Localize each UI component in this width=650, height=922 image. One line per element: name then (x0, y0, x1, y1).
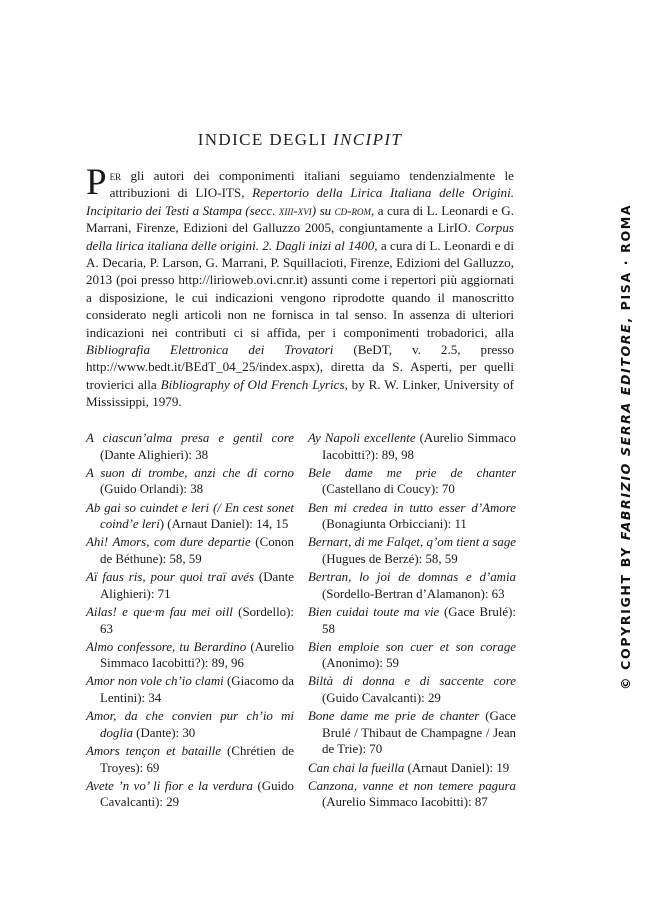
entry-incipit: Bertran, lo joi de domnas e d’amia (308, 570, 516, 585)
entry-reference: (Gace Brulé / Thibaut de Champagne / Jean de Trie): 70 (322, 709, 516, 757)
entry-incipit: Bien emploie son cuer et son corage (308, 639, 516, 654)
index-entry (86, 639, 294, 672)
page-title (86, 130, 514, 150)
entry-incipit: Amors tençon et bataille (86, 744, 221, 759)
entry-incipit: Amor, da che convien pur ch’io mi doglia (86, 709, 294, 740)
index-entry (308, 760, 516, 777)
entry-reference: (Sordello-Bertran d’Alamanon): 63 (322, 586, 505, 601)
copyright-publisher: FABRIZIO SERRA EDITORE (618, 322, 633, 541)
entry-incipit: Ailas! e que·m fau mei oill (86, 604, 233, 619)
entry-incipit: Aï faus ris, pour quoi traï avés (86, 570, 255, 585)
entry-reference: (Dante Alighieri): 71 (100, 570, 294, 601)
index-column-right (308, 430, 516, 813)
entry-incipit: Bele dame me prie de chanter (308, 465, 516, 480)
intro-text: , a cura di L. Leonardi e di A. Decaria, P. Larson, G. Marrani, P. Squillacioti, Firenze, Edizioni del Galluzzo, 2013 (poi presso http://lirioweb.ovi.cnr.it) assunti come i repertori più aggiornati a disposizione, le cui indicazioni vengono riprodotte quando il manoscritto considerato negli articoli non ne fornisca in tal senso. In assenza di ulteriori indicazioni nei contributi ci si affida, per i componimenti trobadorici, alla (86, 237, 514, 340)
entry-incipit: Biltà di donna e di saccente core (308, 674, 516, 689)
index-entry (308, 465, 516, 498)
intro-small-caps: er (109, 168, 122, 183)
entry-reference: (Aurelio Simmaco Iacobitti?): 89, 96 (100, 639, 294, 671)
intro-text: (BeDT, v. 2.5, presso http://www.bedt.it/BEdT_04_25/index.aspx), diretta da S. Asperti, per quelli trovierici alla (86, 342, 514, 392)
index-entry (308, 430, 516, 463)
copyright-suffix: , PISA · ROMA (618, 203, 633, 323)
intro-italic: Repertorio della Lirica Italiana delle Origini. Incipitario dei Testi a Stampa (secc. (86, 185, 514, 218)
index-entry (86, 534, 294, 567)
index-entry (308, 500, 516, 533)
entry-reference: (Giacomo da Lentini): 34 (100, 674, 294, 706)
index-entry (86, 569, 294, 602)
index-entry (86, 778, 294, 811)
index-entry (308, 778, 516, 811)
index-entry (86, 430, 294, 463)
index-entry (86, 708, 294, 741)
intro-italic: Bibliografia Elettronica dei Trovatori (86, 342, 334, 358)
index-entry (308, 569, 516, 602)
intro-paragraph (86, 162, 514, 411)
intro-text: , a cura di L. Leonardi e G. Marrani, Firenze, Edizioni del Galluzzo 2005, congiuntamente a LirIO. (86, 202, 514, 236)
entry-reference: (Sordello): 63 (100, 604, 294, 636)
index-entry (308, 604, 516, 637)
intro-text: gli autori dei componimenti italiani seguiamo tendenzialmente le attribuzioni di LIO-ITS, (109, 168, 514, 201)
intro-italic: ) su (311, 202, 335, 218)
intro-italic-small-caps: xiii-xvi (278, 202, 312, 218)
entry-incipit: Can chai la fueilla (308, 760, 405, 775)
entry-reference: (Arnaut Daniel): 19 (404, 760, 510, 775)
entry-incipit: Bone dame me prie de chanter (308, 709, 480, 724)
entry-incipit: Avete ’n vo’ li fior e la verdura (86, 778, 253, 793)
index-entry (308, 708, 516, 758)
entry-reference: (Gace Brulé): 58 (322, 604, 516, 636)
entry-incipit: Amor non vole ch’io clami (86, 674, 224, 689)
entry-incipit: Bernart, di me Falqet, q’om tient a sage (308, 535, 516, 550)
entry-incipit: Ben mi credea in tutto esser d’Amore (308, 500, 516, 515)
drop-cap: P (86, 162, 107, 203)
entry-reference: (Aurelio Simmaco Iacobitti?): 89, 98 (322, 431, 516, 462)
index-entry (86, 604, 294, 637)
index-columns (86, 430, 516, 813)
entry-reference: (Bonagiunta Orbicciani): 11 (322, 517, 467, 532)
intro-italic: Bibliography of Old French Lyrics (160, 376, 345, 392)
entry-reference: (Aurelio Simmaco Iacobitti): 87 (322, 795, 488, 810)
entry-incipit: A suon di trombe, anzi che di corno (86, 465, 294, 480)
copyright-notice (618, 204, 633, 690)
entry-incipit: Bien cuidai toute ma vie (308, 604, 440, 619)
index-entry (86, 743, 294, 776)
entry-reference: (Dante): 30 (132, 725, 196, 740)
entry-incipit: Ay Napoli excellente (308, 431, 416, 445)
entry-reference: ) (Arnaut Daniel): 14, 15 (159, 517, 289, 532)
entry-reference: (Dante Alighieri): 38 (100, 447, 209, 462)
entry-reference: (Guido Cavalcanti): 29 (322, 691, 441, 706)
index-entry (86, 465, 294, 498)
entry-incipit: A ciascun’alma presa e gentil core (86, 431, 294, 445)
entry-reference: (Guido Cavalcanti): 29 (100, 778, 294, 810)
entry-reference: (Anonimo): 59 (322, 656, 399, 671)
index-entry (308, 673, 516, 706)
entry-reference: (Hugues de Berzé): 58, 59 (322, 551, 458, 566)
entry-reference: (Chrétien de Troyes): 69 (100, 744, 294, 775)
index-entry (86, 673, 294, 706)
index-column-left (86, 430, 294, 813)
intro-text: , by R. W. Linker, University of Mississippi, 1979. (86, 376, 514, 410)
title-prefix: INDICE DEGLI (197, 130, 333, 149)
entry-incipit: Almo confessore, tu Berardino (86, 639, 247, 654)
entry-reference: (Conon de Béthune): 58, 59 (100, 535, 294, 566)
intro-italic-small-caps: cd-rom (334, 202, 372, 218)
entry-reference: (Castellano di Coucy): 70 (322, 482, 455, 497)
entry-incipit: Ahi! Amors, com dure departie (86, 535, 251, 550)
title-italic: INCIPIT (332, 130, 403, 149)
copyright-prefix: © COPYRIGHT BY (618, 540, 633, 690)
index-entry (308, 534, 516, 567)
index-entry (86, 500, 294, 533)
entry-incipit: Ab gai so cuindet e leri (/ En cest sonet coind’e leri (86, 500, 294, 532)
entry-incipit: Canzona, vanne et non temere pagura (308, 778, 516, 793)
entry-reference: (Guido Orlandi): 38 (100, 482, 204, 497)
index-entry (308, 639, 516, 672)
intro-italic: Corpus della lirica italiana delle origini. 2. Dagli inizi al 1400 (86, 220, 514, 253)
